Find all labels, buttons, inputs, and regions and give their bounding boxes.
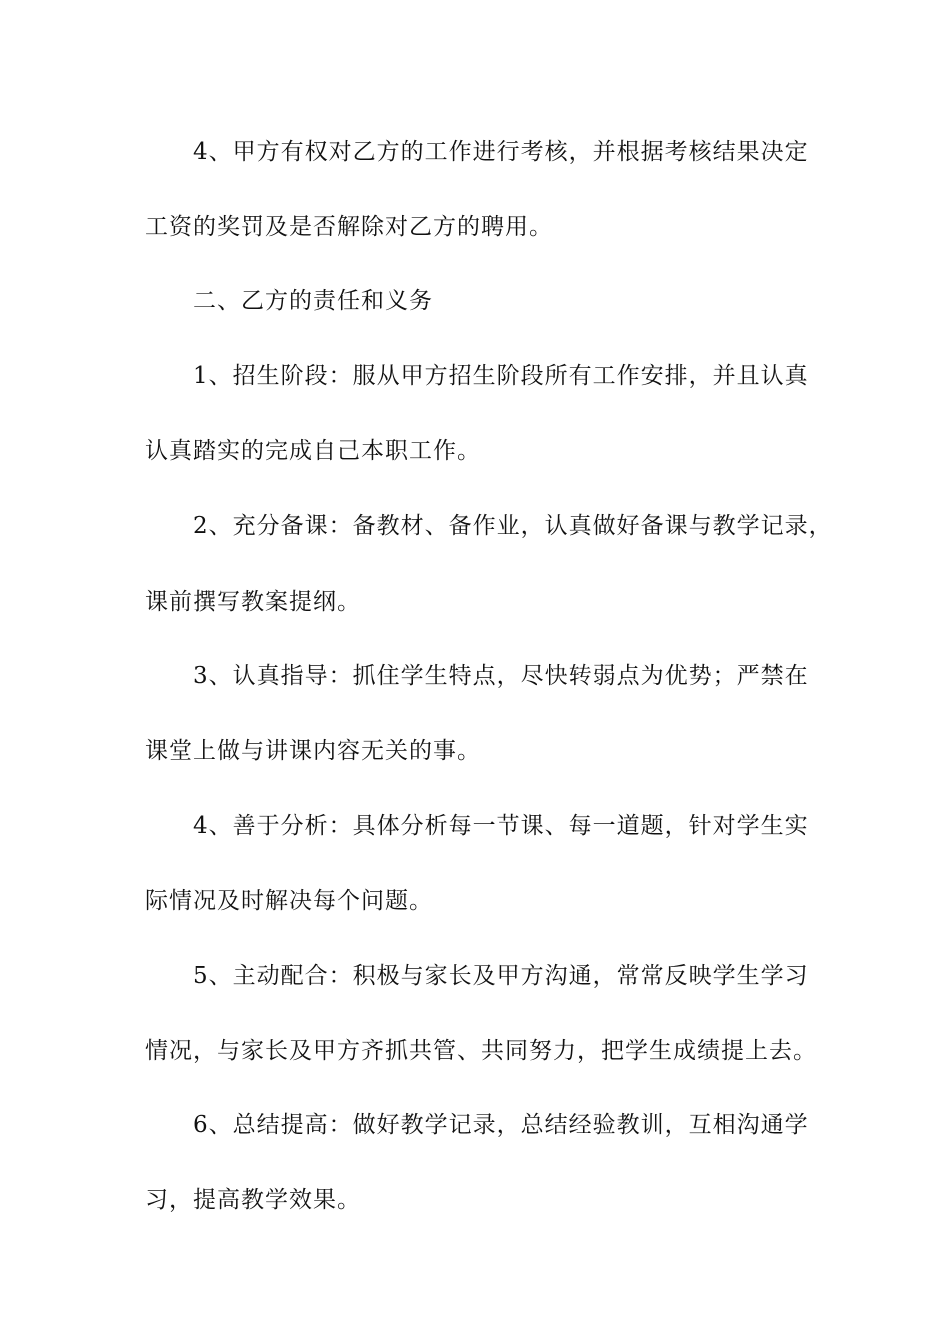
paragraph-line: 1、招生阶段：服从甲方招生阶段所有工作安排，并且认真 [193, 363, 809, 389]
paragraph-line: 习，提高教学效果。 [145, 1187, 361, 1213]
section-heading: 二、乙方的责任和义务 [193, 288, 433, 314]
paragraph-line: 4、善于分析：具体分析每一节课、每一道题，针对学生实 [193, 813, 809, 839]
paragraph-line: 2、充分备课：备教材、备作业，认真做好备课与教学记录， [193, 513, 833, 539]
paragraph-line: 认真踏实的完成自己本职工作。 [145, 438, 481, 464]
paragraph-line: 际情况及时解决每个问题。 [145, 888, 433, 914]
paragraph-line: 5、主动配合：积极与家长及甲方沟通，常常反映学生学习 [193, 963, 809, 989]
paragraph-line: 3、认真指导：抓住学生特点，尽快转弱点为优势；严禁在 [193, 663, 809, 689]
paragraph-line: 情况，与家长及甲方齐抓共管、共同努力，把学生成绩提上去。 [145, 1038, 817, 1064]
paragraph-line: 工资的奖罚及是否解除对乙方的聘用。 [145, 214, 553, 240]
paragraph-line: 课堂上做与讲课内容无关的事。 [145, 738, 481, 764]
paragraph-line: 课前撰写教案提纲。 [145, 589, 361, 615]
paragraph-line: 6、总结提高：做好教学记录，总结经验教训，互相沟通学 [193, 1112, 809, 1138]
paragraph-line: 4、甲方有权对乙方的工作进行考核，并根据考核结果决定 [193, 139, 809, 165]
